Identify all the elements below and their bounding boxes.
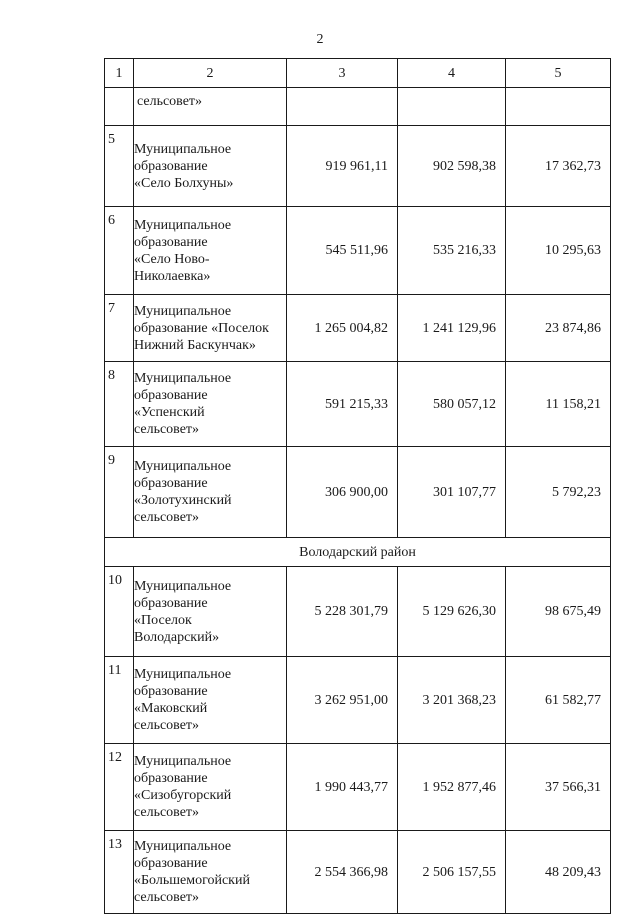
header-row bbox=[105, 59, 611, 88]
row-number: 13 bbox=[105, 831, 134, 914]
municipality-name: Муниципальное образование «Успенский сельсовет» bbox=[134, 362, 287, 447]
value-col4: 3 201 368,23 bbox=[398, 657, 506, 744]
value-col5: 37 566,31 bbox=[506, 744, 611, 831]
empty-cell bbox=[287, 88, 398, 126]
row-number: 8 bbox=[105, 362, 134, 447]
table-row bbox=[105, 295, 611, 362]
value-col3: 919 961,11 bbox=[287, 126, 398, 207]
header-cell-1: 1 bbox=[105, 59, 134, 88]
value-col5: 23 874,86 bbox=[506, 295, 611, 362]
district-heading: Володарский район bbox=[105, 538, 611, 567]
page-number: 2 bbox=[316, 32, 324, 47]
value-col5: 10 295,63 bbox=[506, 207, 611, 295]
municipality-name: Муниципальное образование «Поселок Володарский» bbox=[134, 567, 287, 657]
continuation-row bbox=[105, 88, 611, 126]
table-row bbox=[105, 207, 611, 295]
municipality-name: Муниципальное образование «Большемогойский сельсовет» bbox=[134, 831, 287, 914]
row-number: 6 bbox=[105, 207, 134, 295]
value-col5: 61 582,77 bbox=[506, 657, 611, 744]
header-cell-2: 2 bbox=[134, 59, 287, 88]
row-number: 11 bbox=[105, 657, 134, 744]
row-number: 7 bbox=[105, 295, 134, 362]
row-number: 5 bbox=[105, 126, 134, 207]
value-col4: 301 107,77 bbox=[398, 447, 506, 538]
table-row bbox=[105, 567, 611, 657]
value-col4: 1 241 129,96 bbox=[398, 295, 506, 362]
row-number: 10 bbox=[105, 567, 134, 657]
empty-cell bbox=[398, 88, 506, 126]
table-row bbox=[105, 744, 611, 831]
value-col5: 17 362,73 bbox=[506, 126, 611, 207]
header-cell-4: 4 bbox=[398, 59, 506, 88]
value-col3: 2 554 366,98 bbox=[287, 831, 398, 914]
value-col5: 11 158,21 bbox=[506, 362, 611, 447]
value-col4: 5 129 626,30 bbox=[398, 567, 506, 657]
table-row bbox=[105, 126, 611, 207]
header-cell-3: 3 bbox=[287, 59, 398, 88]
budget-table bbox=[104, 58, 611, 914]
row-number: 12 bbox=[105, 744, 134, 831]
value-col3: 306 900,00 bbox=[287, 447, 398, 538]
value-col4: 535 216,33 bbox=[398, 207, 506, 295]
continuation-name: сельсовет» bbox=[134, 88, 287, 126]
value-col4: 1 952 877,46 bbox=[398, 744, 506, 831]
municipality-name: Муниципальное образование «Сизобугорский сельсовет» bbox=[134, 744, 287, 831]
value-col3: 591 215,33 bbox=[287, 362, 398, 447]
value-col3: 3 262 951,00 bbox=[287, 657, 398, 744]
municipality-name: Муниципальное образование «Село Болхуны» bbox=[134, 126, 287, 207]
header-cell-5: 5 bbox=[506, 59, 611, 88]
value-col4: 2 506 157,55 bbox=[398, 831, 506, 914]
value-col3: 5 228 301,79 bbox=[287, 567, 398, 657]
table-row bbox=[105, 447, 611, 538]
table-row bbox=[105, 362, 611, 447]
empty-cell bbox=[105, 88, 134, 126]
value-col5: 48 209,43 bbox=[506, 831, 611, 914]
table-row bbox=[105, 657, 611, 744]
municipality-name: Муниципальное образование «Поселок Нижний Баскунчак» bbox=[134, 295, 287, 362]
value-col4: 902 598,38 bbox=[398, 126, 506, 207]
empty-cell bbox=[506, 88, 611, 126]
value-col5: 98 675,49 bbox=[506, 567, 611, 657]
municipality-name: Муниципальное образование «Маковский сельсовет» bbox=[134, 657, 287, 744]
district-row bbox=[105, 538, 611, 567]
value-col3: 545 511,96 bbox=[287, 207, 398, 295]
municipality-name: Муниципальное образование «Золотухинский сельсовет» bbox=[134, 447, 287, 538]
value-col5: 5 792,23 bbox=[506, 447, 611, 538]
table-row bbox=[105, 831, 611, 914]
value-col3: 1 990 443,77 bbox=[287, 744, 398, 831]
municipality-name: Муниципальное образование «Село Ново- Николаевка» bbox=[134, 207, 287, 295]
value-col3: 1 265 004,82 bbox=[287, 295, 398, 362]
value-col4: 580 057,12 bbox=[398, 362, 506, 447]
row-number: 9 bbox=[105, 447, 134, 538]
